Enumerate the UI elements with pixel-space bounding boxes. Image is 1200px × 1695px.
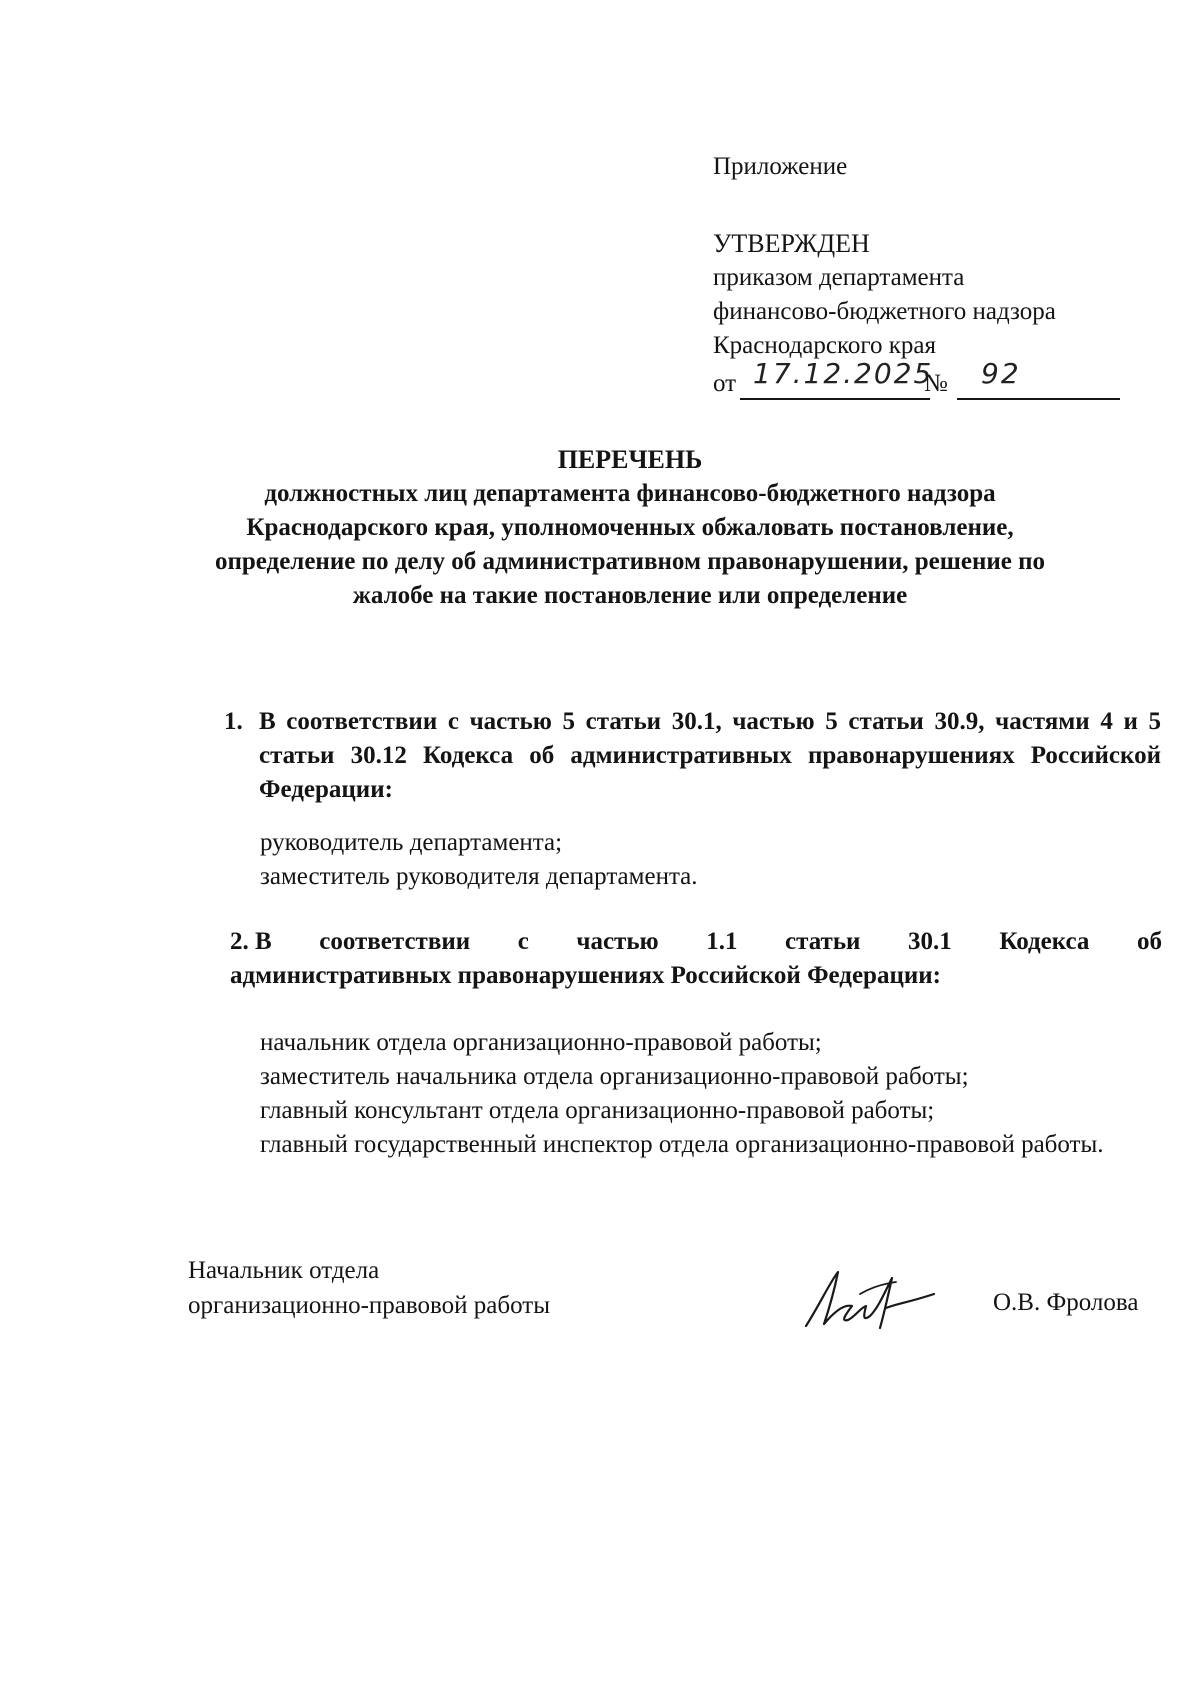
signatory-position-line-1: Начальник отдела: [188, 1257, 380, 1284]
handwritten-date: 17.12.2025: [753, 357, 934, 390]
heading-word: Кодекса: [999, 928, 1090, 955]
handwritten-signature-icon: [800, 1264, 940, 1334]
section-2-list: [260, 1026, 1140, 1162]
title-line-1: должностных лиц департамента финансово-бюджетного надзора: [264, 480, 996, 507]
title-line-2: Краснодарского края, уполномоченных обжаловать постановление,: [246, 514, 1014, 541]
appendix-label: Приложение: [713, 153, 848, 180]
list-item: заместитель руководителя департамента.: [260, 863, 698, 890]
order-date-number-line: [713, 357, 1133, 403]
section-2-heading: [230, 925, 1162, 993]
approval-block: [713, 150, 1133, 403]
signatory-name: О.В. Фролова: [993, 1289, 1139, 1316]
heading-word: 1.1: [706, 928, 738, 955]
handwritten-number: 92: [981, 357, 1021, 390]
number-label: №: [924, 370, 948, 397]
document-title: ПЕРЕЧЕНЬ: [557, 445, 703, 474]
approval-line-3: Краснодарского края: [713, 332, 936, 359]
section-2-heading-line-2: административных правонарушениях Российской Федерации:: [230, 962, 941, 989]
from-label: от: [713, 370, 737, 397]
approval-line-2: финансово-бюджетного надзора: [713, 298, 1056, 325]
heading-word: 2. В: [230, 928, 272, 955]
document-title-block: [170, 443, 1090, 613]
number-underline: [957, 398, 1120, 400]
section-1-number: 1.: [224, 708, 243, 735]
list-item: заместитель начальника отдела организационно-правовой работы;: [260, 1063, 969, 1090]
signatory-position-line-2: организационно-правовой работы: [188, 1292, 550, 1319]
heading-word: статьи: [785, 928, 861, 955]
date-underline: [740, 398, 930, 400]
list-item: главный консультант отдела организационно-правовой работы;: [260, 1097, 935, 1124]
section-1-list: [260, 826, 1120, 894]
heading-word: об: [1136, 928, 1162, 955]
approval-line-1: приказом департамента: [713, 264, 965, 291]
title-line-3: определение по делу об административном правонарушении, решение по: [214, 548, 1046, 575]
heading-word: 30.1: [908, 928, 952, 955]
title-line-4: жалобе на такие постановление или определение: [352, 582, 908, 609]
heading-word: частью: [576, 928, 659, 955]
signatory-position: [188, 1253, 550, 1323]
list-item: начальник отдела организационно-правовой работы;: [260, 1029, 822, 1056]
heading-word: соответствии: [319, 928, 471, 955]
list-item: главный государственный инспектор отдела организационно-правовой работы.: [260, 1131, 1104, 1158]
approved-label: УТВЕРЖДЕН: [713, 229, 870, 258]
section-1-heading: [224, 705, 1161, 807]
section-2-heading-line-1: [230, 925, 1162, 959]
list-item: руководитель департамента;: [260, 829, 563, 856]
section-1-heading-text: В соответствии с частью 5 статьи 30.1, частью 5 статьи 30.9, частями 4 и 5 статьи 30.12 Кодекса об административных правонарушениях Российской Федерации:: [259, 708, 1161, 803]
heading-word: с: [517, 928, 529, 955]
